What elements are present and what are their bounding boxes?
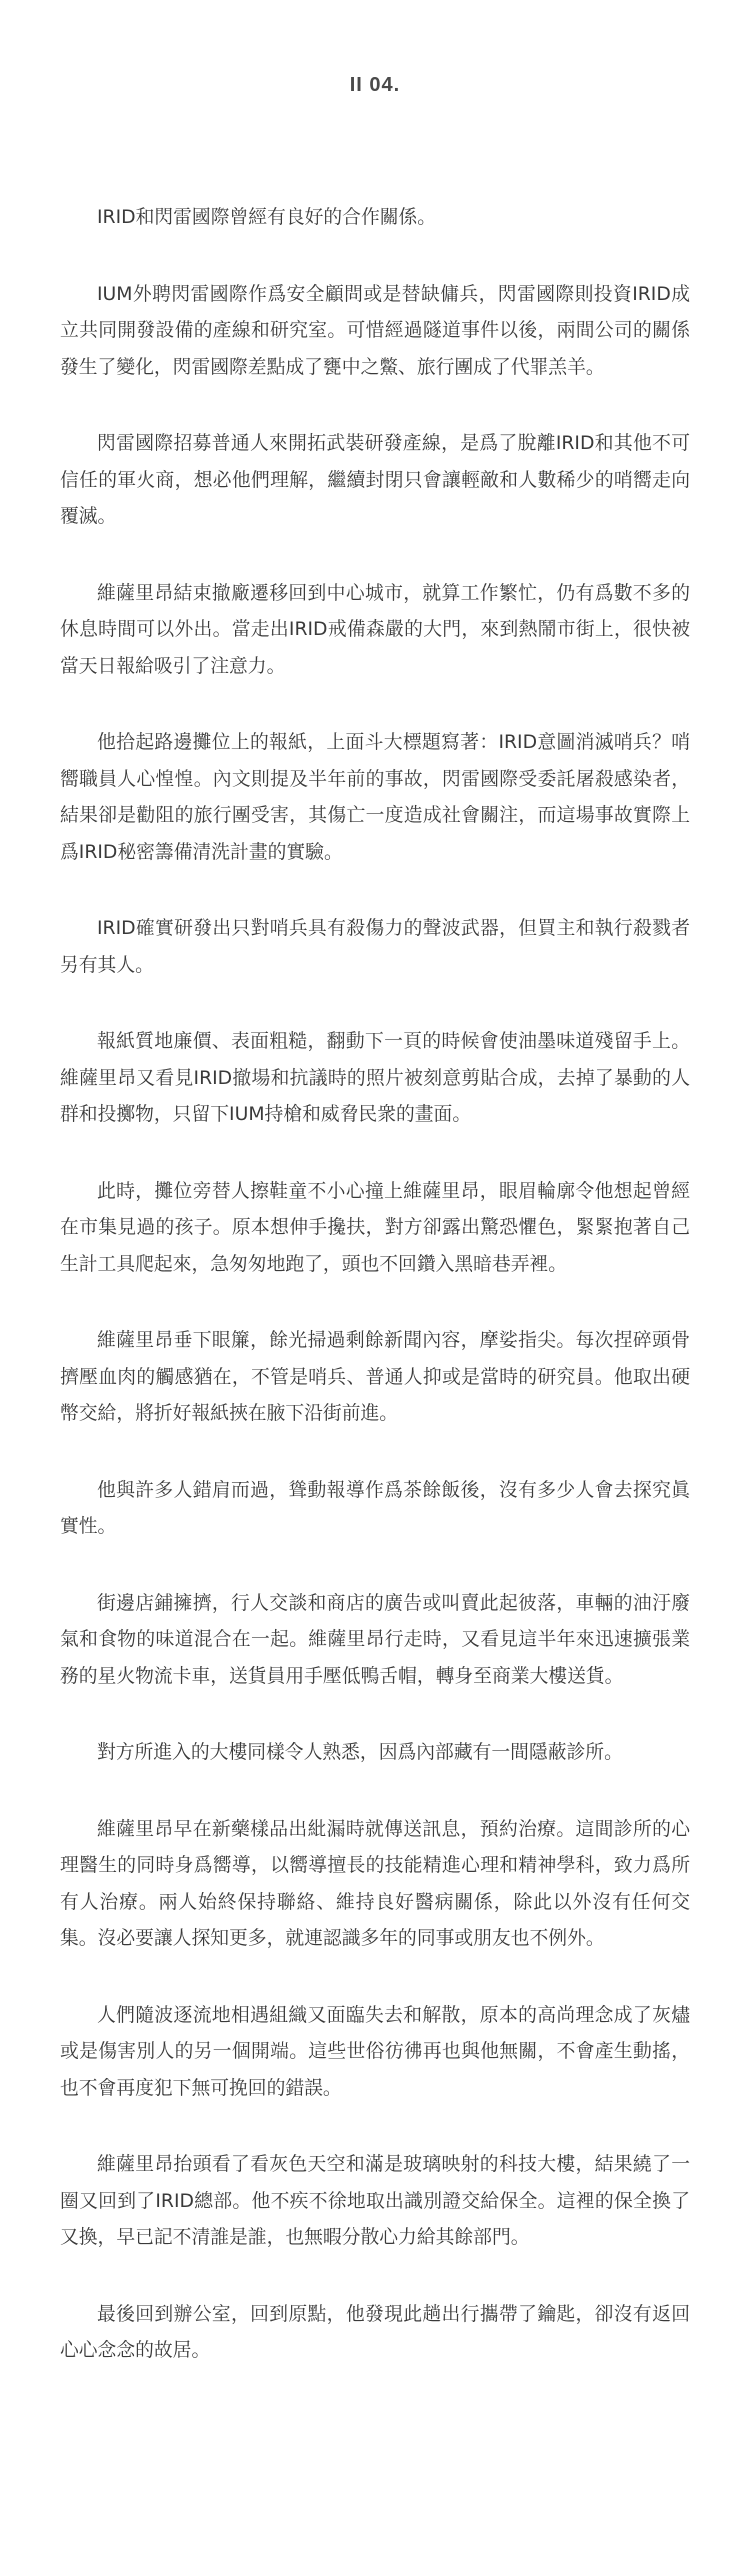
paragraph-15: 維薩里昂抬頭看了看灰色天空和滿是玻璃映射的科技大樓，結果繞了一圈又回到了IRID總部。他不疾不徐地取出識別證交給保全。這裡的保全換了又換，早已記不清誰是誰，也無暇分散心力給其餘部門。 — [60, 2154, 690, 2248]
chapter-heading: II 04. — [349, 74, 401, 96]
paragraph-14: 人們隨波逐流地相遇組織又面臨失去和解散，原本的高尚理念成了灰燼或是傷害別人的另一個開端。這些世俗彷彿再也與他無關，不會產生動搖，也不會再度犯下無可挽回的錯誤。 — [60, 2004, 690, 2099]
paragraph-16: 最後回到辦公室，回到原點，他發現此趟出行攜帶了鑰匙，卻沒有返回心心念念的故居。 — [60, 2303, 690, 2361]
paragraph-7: 報紙質地廉價、表面粗糙，翻動下一頁的時候會使油墨味道殘留手上。維薩里昂又看見IRID撤場和抗議時的照片被刻意剪貼合成，去掉了暴動的人群和投擲物，只留下IUM持槍和威脅民衆的畫面。 — [60, 1031, 690, 1125]
paragraph-9: 維薩里昂垂下眼簾，餘光掃過剩餘新聞內容，摩娑指尖。每次捏碎頭骨擠壓血肉的觸感猶在，不管是哨兵、普通人抑或是當時的研究員。他取出硬幣交給，將折好報紙挾在腋下沿街前進。 — [60, 1330, 690, 1424]
paragraph-13: 維薩里昂早在新藥樣品出紕漏時就傳送訊息，預約治療。這間診所的心理醫生的同時身爲嚮導，以嚮導擅長的技能精進心理和精神學科，致力爲所有人治療。兩人始終保持聯絡、維持良好醫病關係，除此以外沒有任何交集。沒必要讓人探知更多，就連認識多年的同事或朋友也不例外。 — [60, 1818, 690, 1949]
paragraph-6: IRID確實研發出只對哨兵具有殺傷力的聲波武器，但買主和執行殺戮者另有其人。 — [60, 918, 690, 976]
paragraph-4: 維薩里昂結束撤廠遷移回到中心城市，就算工作繁忙，仍有爲數不多的休息時間可以外出。當走出IRID戒備森嚴的大門，來到熱鬧市街上，很快被當天日報給吸引了注意力。 — [60, 582, 690, 677]
paragraph-11: 街邊店鋪擁擠，行人交談和商店的廣告或叫賣此起彼落，車輛的油汙廢氣和食物的味道混合在一起。維薩里昂行走時，又看見這半年來迅速擴張業務的星火物流卡車，送貨員用手壓低鴨舌帽，轉身至商業大樓送貨。 — [60, 1592, 690, 1687]
paragraph-10: 他與許多人錯肩而過，聳動報導作爲茶餘飯後，沒有多少人會去探究眞實性。 — [60, 1479, 690, 1537]
paragraph-5: 他拾起路邊攤位上的報紙，上面斗大標題寫著：IRID意圖消滅哨兵？哨嚮職員人心惶惶。內文則提及半年前的事故，閃雷國際受委託屠殺感染者，結果卻是勸阻的旅行團受害，其傷亡一度造成社會關注，而這場事故實際上爲IRID秘密籌備清洗計畫的實驗。 — [60, 732, 690, 863]
paragraph-8: 此時，攤位旁替人擦鞋童不小心撞上維薩里昂，眼眉輪廓令他想起曾經在市集見過的孩子。原本想伸手攙扶，對方卻露出驚恐懼色，緊緊抱著自己生計工具爬起來，急匆匆地跑了，頭也不回鑽入黑暗巷弄裡。 — [60, 1180, 690, 1275]
paragraph-12: 對方所進入的大樓同樣令人熟悉，因爲內部藏有一間隱蔽診所。 — [97, 1742, 623, 1763]
paragraph-3: 閃雷國際招募普通人來開拓武裝研發產線，是爲了脫離IRID和其他不可信任的軍火商，想必他們理解，繼續封閉只會讓輕敵和人數稀少的哨嚮走向覆滅。 — [60, 433, 690, 527]
paragraph-1: IRID和閃雷國際曾經有良好的合作關係。 — [97, 207, 437, 228]
story-body — [60, 200, 690, 2410]
paragraph-2: IUM外聘閃雷國際作爲安全顧問或是替缺傭兵，閃雷國際則投資IRID成立共同開發設備的產線和研究室。可惜經過隧道事件以後，兩間公司的關係發生了變化，閃雷國際差點成了甕中之鱉、旅行團成了代罪羔羊。 — [60, 283, 690, 378]
